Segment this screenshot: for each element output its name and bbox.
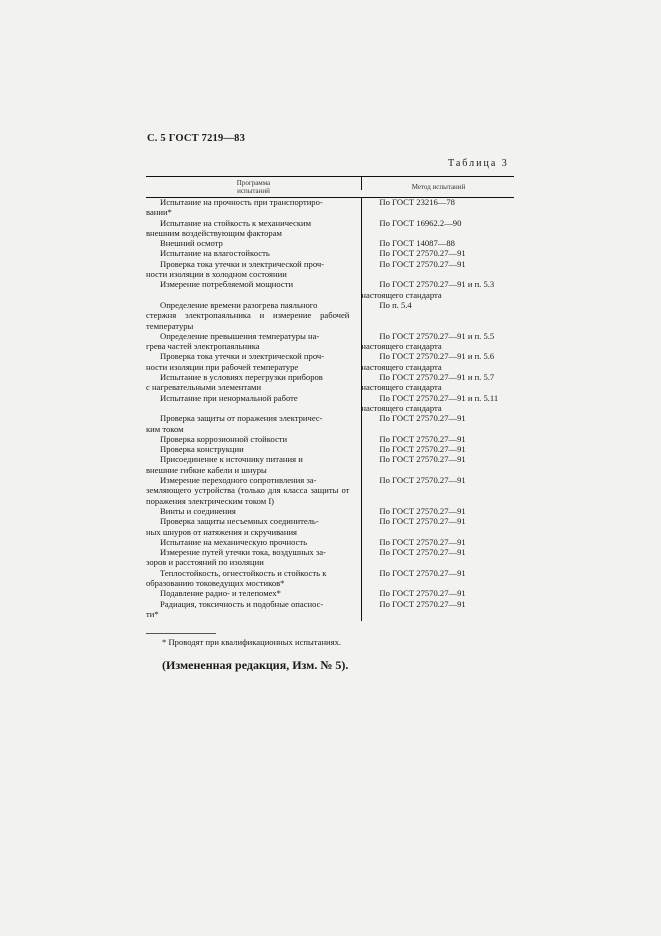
test-cell [146, 300, 360, 331]
test-cell [146, 588, 360, 598]
method-text: По ГОСТ 16962.2—90 [379, 217, 462, 228]
test-text: Измерение путей утечки тока, воздушных за- [160, 547, 326, 558]
table-row [146, 599, 514, 620]
table-row [146, 331, 514, 352]
method-cell [360, 331, 514, 352]
method-cell [360, 537, 514, 547]
amendment-note: (Измененная редакция, Изм. № 5). [162, 658, 349, 672]
table-row [146, 547, 514, 568]
method-cell [360, 259, 514, 280]
test-cell [146, 248, 360, 258]
method-cell [360, 372, 514, 393]
method-text: По ГОСТ 27570.27—91 и п. 5.5 [379, 330, 495, 341]
table-row [146, 434, 514, 444]
test-text: Проверка тока утечки и электрической проч- [160, 351, 325, 362]
method-text: По ГОСТ 27570.27—91 [379, 598, 466, 609]
table-row [146, 454, 514, 475]
table-row [146, 351, 514, 372]
table-body [146, 197, 514, 619]
test-text: Проверка защиты несъемных соединитель- [160, 516, 319, 527]
test-text: Винты и соединения [160, 505, 236, 516]
test-cell [146, 393, 360, 414]
test-cell [146, 599, 360, 620]
test-cell [146, 238, 360, 248]
table-row [146, 279, 514, 300]
method-text: По ГОСТ 27570.27—91 [379, 454, 466, 465]
method-text: По ГОСТ 27570.27—91 и п. 5.6 [379, 351, 495, 362]
test-cell [146, 413, 360, 434]
method-cell [360, 588, 514, 598]
method-cell [360, 393, 514, 414]
method-text: По ГОСТ 27570.27—91 [379, 516, 466, 527]
test-text: Испытание в условиях перегрузки приборов [160, 372, 323, 383]
method-text: По ГОСТ 27570.27—91 [379, 413, 466, 424]
test-text: Измерение потребляемой мощности [160, 279, 294, 290]
test-text-continued: грева частей электропаяльника [146, 341, 260, 352]
method-cell [360, 454, 514, 475]
method-text: По ГОСТ 27570.27—91 [379, 536, 466, 547]
method-cell [360, 516, 514, 537]
method-text: По ГОСТ 27570.27—91 [379, 433, 466, 444]
method-cell [360, 568, 514, 589]
method-text: По ГОСТ 27570.27—91 [379, 547, 466, 558]
test-text: Теплостойкость, огнестойкость и стойкость к [160, 567, 327, 578]
footnote-rule [146, 633, 216, 634]
table-row [146, 413, 514, 434]
method-cell [360, 599, 514, 620]
method-text-continued: настоящего стандарта [361, 361, 442, 372]
test-text: Подавление радио- и телепомех* [160, 588, 281, 599]
table-caption: Таблица 3 [448, 158, 509, 169]
test-text: Определение превышения температуры на- [160, 330, 320, 341]
method-cell [360, 300, 514, 331]
test-text: Проверка конструкции [160, 444, 244, 455]
method-cell [360, 197, 514, 218]
method-text: По ГОСТ 27570.27—91 и п. 5.11 [379, 392, 499, 403]
test-cell [146, 372, 360, 393]
method-cell [360, 444, 514, 454]
test-text-continued: вании* [146, 207, 172, 218]
test-text-continued: ности изоляции в холодном состоянии [146, 269, 287, 280]
test-text: Определение времени разогрева паяльного [160, 299, 318, 310]
table-row [146, 218, 514, 239]
method-cell [360, 351, 514, 372]
test-cell [146, 351, 360, 372]
footnote: * Проводят при квалификационных испытаниях. [162, 637, 342, 647]
table-row [146, 259, 514, 280]
test-cell [146, 259, 360, 280]
table-row [146, 537, 514, 547]
table-row [146, 568, 514, 589]
test-text-continued: с нагревательными элементами [146, 382, 262, 393]
test-text: Радиация, токсичность и подобные опаснос- [160, 598, 324, 609]
test-text-continued: ти* [146, 608, 159, 619]
test-cell [146, 475, 360, 506]
test-text-continued: ности изоляции при рабочей температуре [146, 361, 299, 372]
test-cell [146, 218, 360, 239]
method-cell [360, 279, 514, 300]
method-text: По ГОСТ 27570.27—91 и п. 5.7 [379, 372, 495, 383]
method-text: По ГОСТ 14087—88 [379, 238, 455, 249]
test-text: Внешний осмотр [160, 238, 223, 249]
method-text: По ГОСТ 27570.27—91 [379, 248, 466, 259]
test-text: Испытание на прочность при транспортиро- [160, 197, 323, 207]
test-text: Испытание при ненормальной работе [160, 392, 298, 403]
method-text-continued: настоящего стандарта [361, 341, 442, 352]
method-cell [360, 413, 514, 434]
table-row [146, 248, 514, 258]
test-cell [146, 506, 360, 516]
method-text: По ГОСТ 27570.27—91 [379, 588, 466, 599]
method-text: По ГОСТ 23216—78 [379, 197, 455, 207]
method-text-continued: настоящего стандарта [361, 382, 442, 393]
column-header-line: Программа [236, 179, 271, 187]
table-row [146, 588, 514, 598]
table-row [146, 238, 514, 248]
test-cell [146, 568, 360, 589]
table-row [146, 444, 514, 454]
test-cell [146, 454, 360, 475]
test-cell [146, 331, 360, 352]
test-cell [146, 434, 360, 444]
test-cell [146, 197, 360, 218]
method-text-continued: настоящего стандарта [361, 289, 442, 300]
test-text: Испытание на стойкость к механическим [160, 217, 312, 228]
table-row [146, 197, 514, 218]
method-text: По ГОСТ 27570.27—91 [379, 444, 466, 455]
test-text-continued: земляющего устройства (только для класса защиты от поражения электрическим током I) [146, 485, 350, 506]
test-text: Измерение переходного сопротивления за- [160, 475, 317, 486]
method-text: По ГОСТ 27570.27—91 [379, 258, 466, 269]
table-row [146, 372, 514, 393]
table-header-row [146, 177, 514, 198]
test-text: Присоединение к источнику питания и [160, 454, 303, 465]
method-cell [360, 238, 514, 248]
method-text: По ГОСТ 27570.27—91 и п. 5.3 [379, 279, 495, 290]
method-cell [360, 434, 514, 444]
method-text-continued: настоящего стандарта [361, 402, 442, 413]
test-cell [146, 516, 360, 537]
table-row [146, 393, 514, 414]
test-cell [146, 537, 360, 547]
method-cell [360, 547, 514, 568]
page-header: С. 5 ГОСТ 7219—83 [147, 133, 246, 144]
test-text-continued: зоров и расстояний по изоляции [146, 557, 264, 568]
method-text: По п. 5.4 [379, 299, 412, 310]
method-text: По ГОСТ 27570.27—91 [379, 567, 466, 578]
method-text: По ГОСТ 27570.27—91 [379, 475, 466, 486]
column-header-test-program [146, 179, 361, 195]
method-cell [360, 506, 514, 516]
method-text: По ГОСТ 27570.27—91 [379, 505, 466, 516]
table-row [146, 516, 514, 537]
test-text-continued: ных шнуров от натяжения и скручивания [146, 526, 297, 537]
method-cell [360, 475, 514, 506]
column-header-method [361, 177, 515, 190]
test-text: Испытание на влагостойкость [160, 248, 270, 259]
column-header-label: Метод испытаний [411, 183, 466, 191]
method-cell [360, 218, 514, 239]
test-text-continued: стержня электропаяльника и измерение рабочей температуры [146, 310, 350, 331]
test-text: Проверка защиты от поражения электричес- [160, 413, 323, 424]
test-text-continued: ким током [146, 423, 184, 434]
test-text-continued: внешним воздействующим факторам [146, 227, 282, 238]
method-cell [360, 248, 514, 258]
column-header-line: испытаний [237, 187, 270, 195]
table-row [146, 475, 514, 506]
test-cell [146, 444, 360, 454]
test-text: Проверка коррозионной стойкости [160, 433, 288, 444]
test-text-continued: внешние гибкие кабели и шнуры [146, 464, 267, 475]
test-text: Испытание на механическую прочность [160, 536, 308, 547]
test-cell [146, 547, 360, 568]
test-text: Проверка тока утечки и электрической проч- [160, 258, 325, 269]
table-row [146, 300, 514, 331]
test-cell [146, 279, 360, 300]
test-text-continued: образованию токоведущих мостиков* [146, 577, 285, 588]
table-row [146, 506, 514, 516]
